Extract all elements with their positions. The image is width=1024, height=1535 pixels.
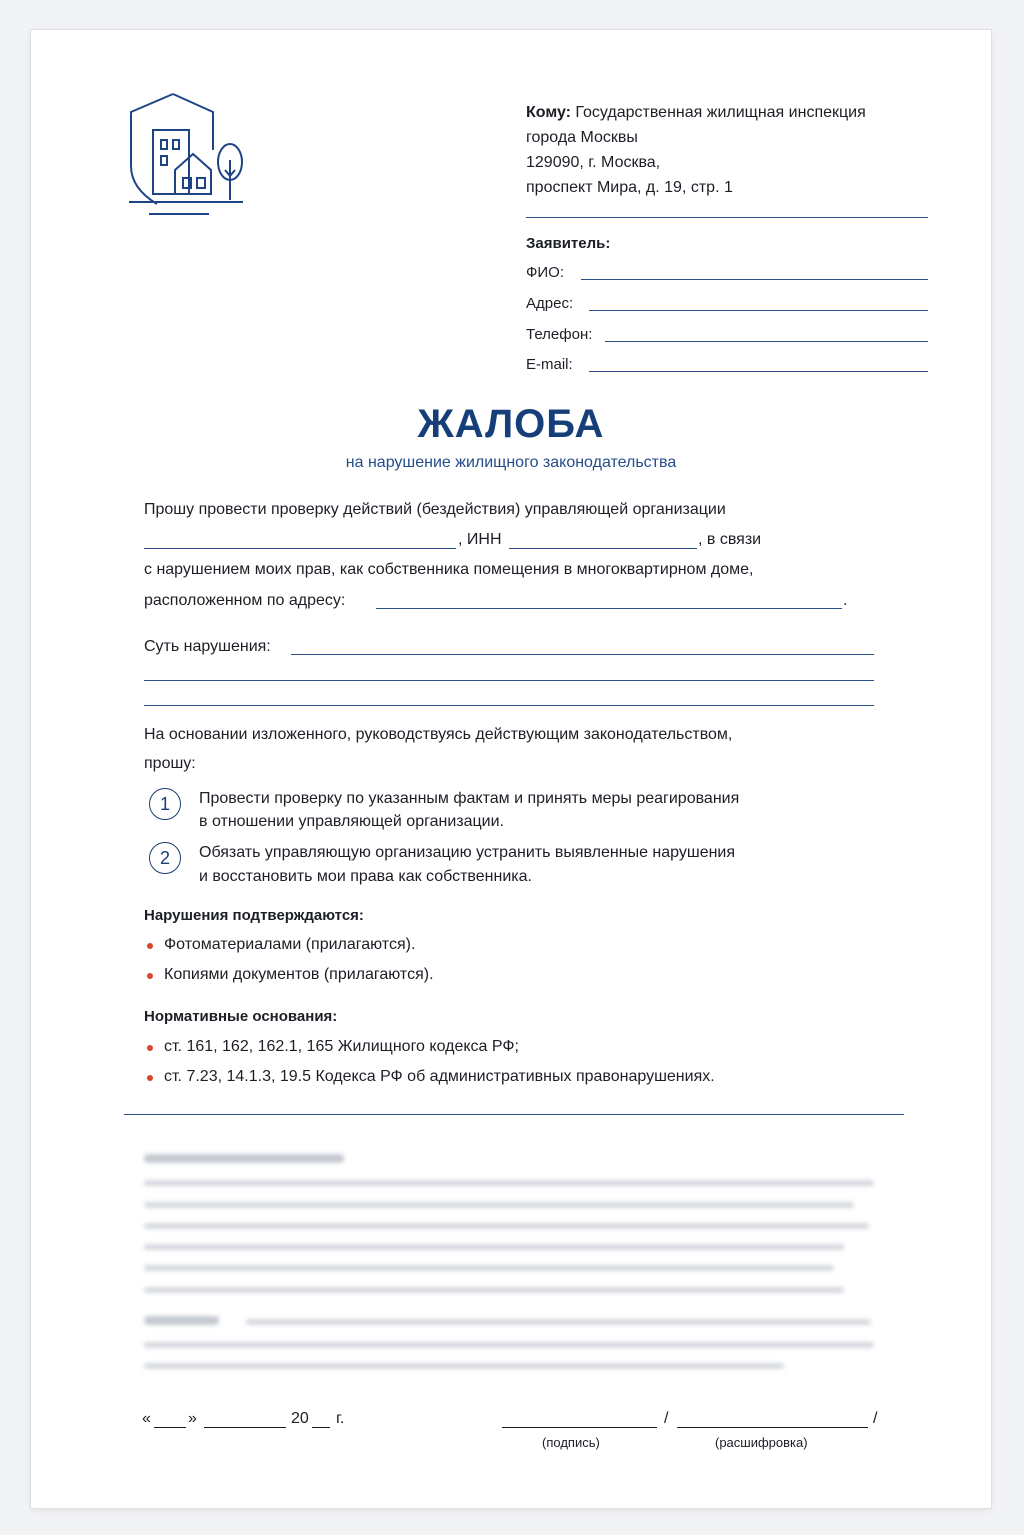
year-prefix: 20: [291, 1410, 309, 1427]
address-label: Адрес:: [526, 295, 574, 312]
demand-number-1: 1: [149, 788, 181, 820]
month-field[interactable]: [204, 1427, 286, 1428]
bullet-icon: [147, 973, 153, 979]
recipient-line3: 129090, г. Москва,: [526, 154, 661, 171]
applicant-heading: Заявитель:: [526, 235, 611, 252]
recipient-line4: проспект Мира, д. 19, стр. 1: [526, 179, 733, 196]
date-close-quote: »: [188, 1410, 197, 1427]
bullet-icon: [147, 1075, 153, 1081]
recipient-divider: [526, 217, 928, 218]
evidence-item-1: Фотоматериалами (прилагаются).: [164, 936, 416, 953]
recipient-line2: города Москвы: [526, 129, 638, 146]
demand-2-line1: Обязать управляющую организацию устранить выявленные нарушения: [199, 844, 736, 861]
recipient-block: [526, 100, 936, 200]
phone-field[interactable]: [605, 341, 928, 342]
bullet-icon: [147, 943, 153, 949]
demand-1-line2: в отношении управляющей организации.: [199, 813, 504, 830]
demand-1-line1: Провести проверку по указанным фактам и принять меры реагирования: [199, 790, 740, 807]
year-field[interactable]: [312, 1427, 330, 1428]
decoding-caption: (расшифровка): [715, 1435, 808, 1450]
document-title: ЖАЛОБА: [417, 402, 605, 446]
norms-item-2: ст. 7.23, 14.1.3, 19.5 Кодекса РФ об административных правонарушениях.: [164, 1068, 715, 1085]
day-field[interactable]: [154, 1427, 186, 1428]
norms-heading: Нормативные основания:: [144, 1008, 338, 1025]
norms-item-1: ст. 161, 162, 162.1, 165 Жилищного кодекса РФ;: [164, 1038, 519, 1055]
signature-caption: (подпись): [542, 1435, 600, 1450]
document-sheet: [31, 30, 991, 1508]
recipient-line1: Государственная жилищная инспекция: [575, 104, 866, 121]
decoding-field[interactable]: [677, 1427, 868, 1428]
section-divider: [124, 1114, 904, 1115]
request-line4: расположенном по адресу:: [144, 592, 346, 609]
request-line3: с нарушением моих прав, как собственника помещения в многоквартирном доме,: [144, 561, 754, 578]
evidence-item-2: Копиями документов (прилагаются).: [164, 966, 434, 983]
signature-field[interactable]: [502, 1427, 657, 1428]
in-connection-text: , в связи: [698, 531, 762, 548]
request-line4-end: .: [843, 592, 848, 609]
date-open-quote: «: [142, 1410, 151, 1427]
document-subtitle: на нарушение жилищного законодательства: [345, 454, 677, 471]
basis-line1: На основании изложенного, руководствуясь действующим законодательством,: [144, 726, 733, 743]
signature-slash: /: [664, 1410, 669, 1427]
organization-name-field[interactable]: [144, 548, 456, 549]
inn-label: , ИНН: [458, 531, 502, 548]
evidence-heading: Нарушения подтверждаются:: [144, 907, 364, 924]
email-label: E-mail:: [526, 356, 573, 373]
address-field[interactable]: [589, 310, 928, 311]
property-address-field[interactable]: [376, 608, 842, 609]
demand-2-line2: и восстановить мои права как собственника.: [199, 868, 532, 885]
phone-label: Телефон:: [526, 326, 593, 343]
fio-label: ФИО:: [526, 264, 565, 281]
recipient-label: Кому:: [526, 104, 571, 121]
year-suffix: г.: [336, 1410, 345, 1427]
housing-inspection-logo-icon: [127, 90, 247, 226]
bullet-icon: [147, 1045, 153, 1051]
request-line1: Прошу провести проверку действий (бездействия) управляющей организации: [144, 501, 726, 518]
essence-field-line1[interactable]: [291, 654, 874, 655]
essence-field-line2[interactable]: [144, 680, 874, 681]
essence-label: Суть нарушения:: [144, 638, 271, 655]
email-field[interactable]: [589, 371, 928, 372]
decoding-slash: /: [873, 1410, 878, 1427]
inn-field[interactable]: [509, 548, 697, 549]
fio-field[interactable]: [581, 279, 928, 280]
essence-field-line3[interactable]: [144, 705, 874, 706]
demand-number-2: 2: [149, 842, 181, 874]
basis-line2: прошу:: [144, 755, 196, 772]
